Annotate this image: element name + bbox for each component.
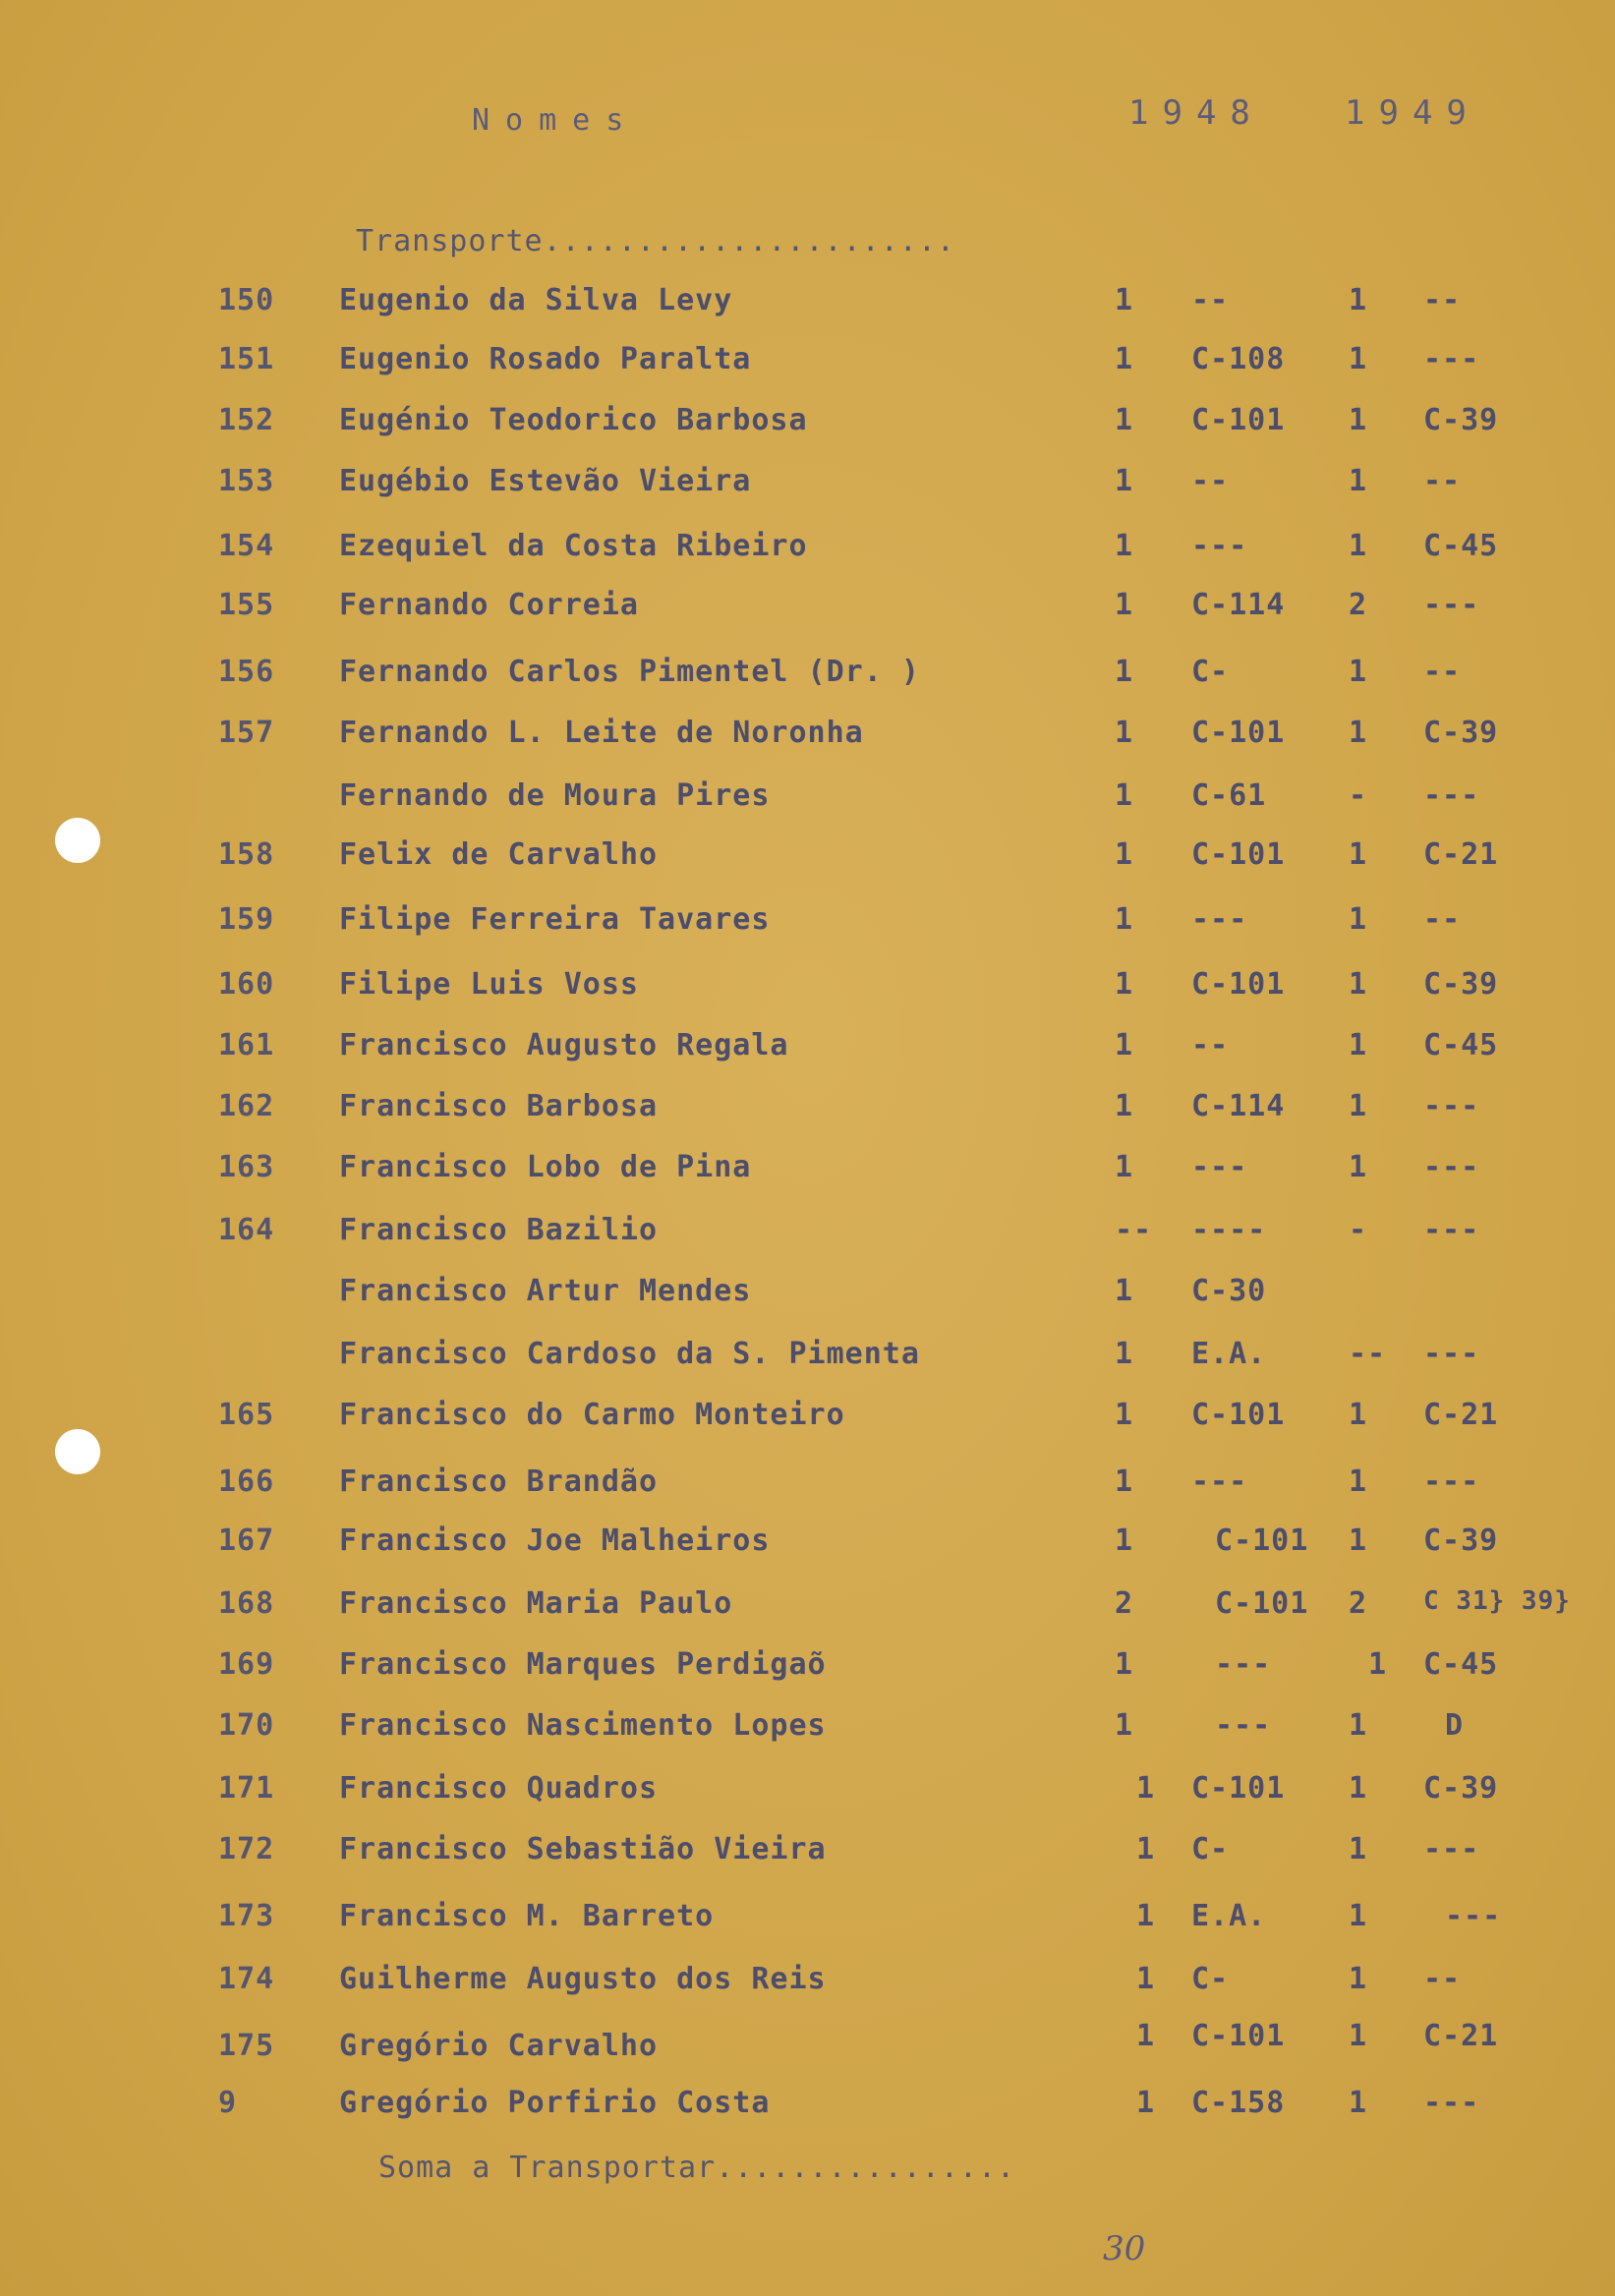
row-number: 152: [218, 403, 275, 437]
row-number: 151: [218, 342, 275, 376]
row-ref-1948: C-30: [1191, 1274, 1267, 1308]
row-qty-1949: 1: [1349, 2086, 1368, 2120]
table-row: [0, 837, 1615, 881]
row-qty-1948: 1: [1136, 2019, 1156, 2053]
row-ref-1948: C-: [1191, 655, 1230, 689]
row-ref-1949: D: [1445, 1708, 1465, 1743]
row-ref-1948: C-101: [1191, 837, 1286, 872]
row-ref-1948: C-: [1191, 1832, 1230, 1866]
row-qty-1949: 1: [1349, 403, 1368, 437]
row-qty-1949: 1: [1349, 902, 1368, 937]
table-row: [0, 1708, 1615, 1751]
row-qty-1949: --: [1349, 1337, 1387, 1371]
row-qty-1949: 1: [1349, 1832, 1368, 1866]
row-name: Francisco do Carmo Monteiro: [339, 1398, 845, 1432]
row-name: Francisco Lobo de Pina: [339, 1150, 752, 1184]
row-qty-1949: 1: [1349, 283, 1368, 317]
table-row: [0, 1028, 1615, 1071]
table-row: [0, 1586, 1615, 1630]
row-ref-1949: ---: [1423, 778, 1480, 813]
row-ref-1948: C-61: [1191, 778, 1267, 813]
table-row: [0, 1464, 1615, 1508]
row-qty-1949: 1: [1349, 1398, 1368, 1432]
row-ref-1949: C-39: [1423, 1523, 1499, 1558]
row-number: 164: [218, 1213, 275, 1247]
row-ref-1948: C-101: [1191, 967, 1286, 1002]
row-qty-1948: 1: [1115, 529, 1134, 563]
row-number: 156: [218, 655, 275, 689]
row-qty-1948: 1: [1115, 655, 1134, 689]
table-row: [0, 967, 1615, 1010]
row-qty-1948: 1: [1115, 1028, 1134, 1062]
row-ref-1948: E.A.: [1191, 1899, 1267, 1933]
row-qty-1949: 1: [1349, 529, 1368, 563]
row-name: Francisco Nascimento Lopes: [339, 1708, 827, 1743]
row-ref-1949: ---: [1445, 1899, 1502, 1933]
row-number: 159: [218, 902, 275, 937]
row-name: Francisco Sebastião Vieira: [339, 1832, 827, 1866]
row-ref-1948: ---: [1215, 1708, 1272, 1743]
row-ref-1948: C-101: [1191, 1771, 1286, 1806]
row-name: Francisco Marques Perdigaõ: [339, 1647, 827, 1682]
table-row: [0, 1150, 1615, 1193]
table-row: [0, 403, 1615, 446]
row-qty-1948: 1: [1115, 1398, 1134, 1432]
row-ref-1948: C-108: [1191, 342, 1286, 376]
row-ref-1949: C-39: [1423, 1771, 1499, 1806]
row-number: 171: [218, 1771, 275, 1806]
row-number: 163: [218, 1150, 275, 1184]
row-ref-1949: ---: [1423, 1337, 1480, 1371]
row-ref-1948: ---: [1191, 529, 1248, 563]
row-name: Francisco Cardoso da S. Pimenta: [339, 1337, 920, 1371]
row-ref-1948: ---: [1215, 1647, 1272, 1682]
table-row: [0, 1523, 1615, 1567]
row-qty-1948: 1: [1136, 1832, 1156, 1866]
row-name: Gregório Carvalho: [339, 2029, 659, 2063]
row-ref-1948: ---: [1191, 902, 1248, 937]
row-qty-1949: 1: [1349, 342, 1368, 376]
row-qty-1948: 1: [1115, 902, 1134, 937]
row-ref-1948: C-101: [1191, 1398, 1286, 1432]
table-row: [0, 1962, 1615, 2005]
row-qty-1949: -: [1349, 778, 1368, 813]
row-qty-1948: 1: [1136, 2086, 1156, 2120]
row-number: 174: [218, 1962, 275, 1996]
row-name: Guilherme Augusto dos Reis: [339, 1962, 827, 1996]
row-qty-1948: 1: [1115, 716, 1134, 750]
row-name: Eugenio da Silva Levy: [339, 283, 733, 317]
row-ref-1949: C-39: [1423, 403, 1499, 437]
row-ref-1949: ---: [1423, 1464, 1480, 1499]
row-qty-1949: 1: [1349, 1089, 1368, 1123]
row-name: Ezequiel da Costa Ribeiro: [339, 529, 808, 563]
row-ref-1948: C-101: [1215, 1586, 1309, 1621]
table-row: [0, 778, 1615, 822]
row-qty-1949: 1: [1349, 1962, 1368, 1996]
row-qty-1949: 1: [1349, 1899, 1368, 1933]
table-row: [0, 1213, 1615, 1256]
row-name: Francisco Barbosa: [339, 1089, 659, 1123]
row-ref-1949: C-21: [1423, 837, 1499, 872]
row-qty-1949: 1: [1349, 837, 1368, 872]
table-row: [0, 655, 1615, 698]
row-ref-1949: ---: [1423, 342, 1480, 376]
table-row: [0, 716, 1615, 759]
row-qty-1948: --: [1115, 1213, 1153, 1247]
row-name: Eugenio Rosado Paralta: [339, 342, 752, 376]
row-number: 167: [218, 1523, 275, 1558]
row-qty-1948: 1: [1136, 1962, 1156, 1996]
row-qty-1949: 1: [1349, 716, 1368, 750]
row-ref-1948: E.A.: [1191, 1337, 1267, 1371]
row-qty-1948: 1: [1115, 837, 1134, 872]
row-qty-1949: 1: [1349, 1708, 1368, 1743]
row-name: Francisco M. Barreto: [339, 1899, 715, 1933]
table-row: [0, 464, 1615, 507]
row-ref-1948: ---: [1191, 1464, 1248, 1499]
row-name: Filipe Ferreira Tavares: [339, 902, 771, 937]
row-name: Francisco Bazilio: [339, 1213, 659, 1247]
row-qty-1948: 1: [1115, 1708, 1134, 1743]
row-number: 158: [218, 837, 275, 872]
row-name: Fernando Carlos Pimentel (Dr. ): [339, 655, 920, 689]
row-name: Gregório Porfirio Costa: [339, 2086, 771, 2120]
table-row: [0, 1274, 1615, 1317]
row-ref-1948: ---: [1191, 1150, 1248, 1184]
row-ref-1949: C-45: [1423, 1028, 1499, 1062]
row-number: 170: [218, 1708, 275, 1743]
row-qty-1948: 1: [1115, 1523, 1134, 1558]
row-qty-1948: 1: [1115, 1274, 1134, 1308]
row-ref-1948: C-158: [1191, 2086, 1286, 2120]
page-number: 30: [1103, 2229, 1146, 2268]
row-ref-1948: C-101: [1191, 716, 1286, 750]
table-row: [0, 1899, 1615, 1942]
row-ref-1949: C-39: [1423, 967, 1499, 1002]
table-row: [0, 1647, 1615, 1691]
row-number: 166: [218, 1464, 275, 1499]
row-name: Fernando Correia: [339, 588, 639, 622]
row-name: Francisco Quadros: [339, 1771, 659, 1806]
row-name: Francisco Joe Malheiros: [339, 1523, 771, 1558]
row-name: Francisco Artur Mendes: [339, 1274, 752, 1308]
row-qty-1949: 1: [1349, 1464, 1368, 1499]
row-ref-1949: ---: [1423, 2086, 1480, 2120]
row-ref-1948: --: [1191, 283, 1230, 317]
row-qty-1949: 1: [1349, 1523, 1368, 1558]
row-name: Francisco Brandão: [339, 1464, 659, 1499]
row-qty-1948: 1: [1115, 1089, 1134, 1123]
row-ref-1948: --: [1191, 464, 1230, 498]
row-name: Francisco Maria Paulo: [339, 1586, 733, 1621]
row-ref-1949: --: [1423, 655, 1462, 689]
row-qty-1948: 1: [1115, 778, 1134, 813]
row-qty-1948: 1: [1115, 342, 1134, 376]
table-row: [0, 342, 1615, 385]
row-ref-1949: C 31} 39}: [1423, 1586, 1571, 1616]
row-ref-1949: C-39: [1423, 716, 1499, 750]
header-year-1948: 1948: [1128, 93, 1264, 133]
row-ref-1949: --: [1423, 1962, 1462, 1996]
row-qty-1949: 1: [1349, 1771, 1368, 1806]
row-number: 165: [218, 1398, 275, 1432]
row-name: Filipe Luis Voss: [339, 967, 639, 1002]
row-qty-1949: 1: [1349, 655, 1368, 689]
row-number: 153: [218, 464, 275, 498]
row-number: 175: [218, 2029, 275, 2063]
table-row: [0, 283, 1615, 326]
row-qty-1948: 1: [1115, 1337, 1134, 1371]
row-number: 150: [218, 283, 275, 317]
transport-line: Transporte......................: [356, 224, 955, 258]
row-number: 160: [218, 967, 275, 1002]
row-ref-1949: C-21: [1423, 1398, 1499, 1432]
row-name: Fernando L. Leite de Noronha: [339, 716, 864, 750]
row-qty-1949: 1: [1349, 1028, 1368, 1062]
row-number: 168: [218, 1586, 275, 1621]
table-row: [0, 588, 1615, 631]
row-name: Felix de Carvalho: [339, 837, 659, 872]
row-qty-1949: 1: [1349, 1150, 1368, 1184]
row-number: 161: [218, 1028, 275, 1062]
row-ref-1949: ---: [1423, 1150, 1480, 1184]
row-ref-1948: C-: [1191, 1962, 1230, 1996]
row-name: Eugénio Teodorico Barbosa: [339, 403, 808, 437]
row-ref-1949: ---: [1423, 588, 1480, 622]
row-ref-1948: C-101: [1191, 403, 1286, 437]
row-ref-1949: C-21: [1423, 2019, 1499, 2053]
row-name: Eugébio Estevão Vieira: [339, 464, 752, 498]
row-name: Francisco Augusto Regala: [339, 1028, 789, 1062]
row-ref-1949: --: [1423, 902, 1462, 937]
row-ref-1949: ---: [1423, 1089, 1480, 1123]
row-ref-1948: --: [1191, 1028, 1230, 1062]
row-number: 9: [218, 2086, 238, 2120]
table-row: [0, 2086, 1615, 2129]
row-number: 154: [218, 529, 275, 563]
row-qty-1948: 1: [1115, 588, 1134, 622]
row-qty-1948: 1: [1115, 1464, 1134, 1499]
row-number: 173: [218, 1899, 275, 1933]
header-names: Nomes: [472, 103, 640, 138]
row-qty-1949: 2: [1349, 588, 1368, 622]
row-qty-1948: 1: [1115, 464, 1134, 498]
table-row: [0, 1398, 1615, 1441]
row-number: 157: [218, 716, 275, 750]
row-qty-1948: 2: [1115, 1586, 1134, 1621]
row-number: 162: [218, 1089, 275, 1123]
row-qty-1949: 1: [1349, 2019, 1368, 2053]
table-row: [0, 1771, 1615, 1814]
row-qty-1948: 1: [1115, 283, 1134, 317]
row-ref-1948: C-114: [1191, 588, 1286, 622]
row-qty-1949: 1: [1349, 967, 1368, 1002]
row-qty-1948: 1: [1115, 1647, 1134, 1682]
table-row: [0, 1337, 1615, 1380]
table-row: [0, 902, 1615, 946]
row-ref-1949: --: [1423, 464, 1462, 498]
table-row: [0, 2019, 1615, 2072]
row-number: 169: [218, 1647, 275, 1682]
row-ref-1949: ---: [1423, 1213, 1480, 1247]
row-ref-1948: C-101: [1191, 2019, 1286, 2053]
row-qty-1948: 1: [1136, 1771, 1156, 1806]
table-row: [0, 1089, 1615, 1132]
row-qty-1948: 1: [1115, 967, 1134, 1002]
row-ref-1948: ----: [1191, 1213, 1267, 1247]
table-row: [0, 529, 1615, 572]
row-number: 172: [218, 1832, 275, 1866]
row-ref-1949: C-45: [1423, 529, 1499, 563]
row-qty-1948: 1: [1136, 1899, 1156, 1933]
row-ref-1948: C-114: [1191, 1089, 1286, 1123]
row-name: Fernando de Moura Pires: [339, 778, 771, 813]
row-qty-1949: 1: [1368, 1647, 1388, 1682]
row-ref-1949: --: [1423, 283, 1462, 317]
row-qty-1949: 2: [1349, 1586, 1368, 1621]
row-qty-1948: 1: [1115, 1150, 1134, 1184]
table-row: [0, 1832, 1615, 1875]
row-qty-1949: 1: [1349, 464, 1368, 498]
row-number: 155: [218, 588, 275, 622]
row-qty-1948: 1: [1115, 403, 1134, 437]
row-qty-1949: -: [1349, 1213, 1368, 1247]
row-ref-1949: ---: [1423, 1832, 1480, 1866]
header-year-1949: 1949: [1345, 93, 1480, 133]
row-ref-1948: C-101: [1215, 1523, 1309, 1558]
footer-transport-total: Soma a Transportar................: [378, 2151, 1016, 2185]
row-ref-1949: C-45: [1423, 1647, 1499, 1682]
